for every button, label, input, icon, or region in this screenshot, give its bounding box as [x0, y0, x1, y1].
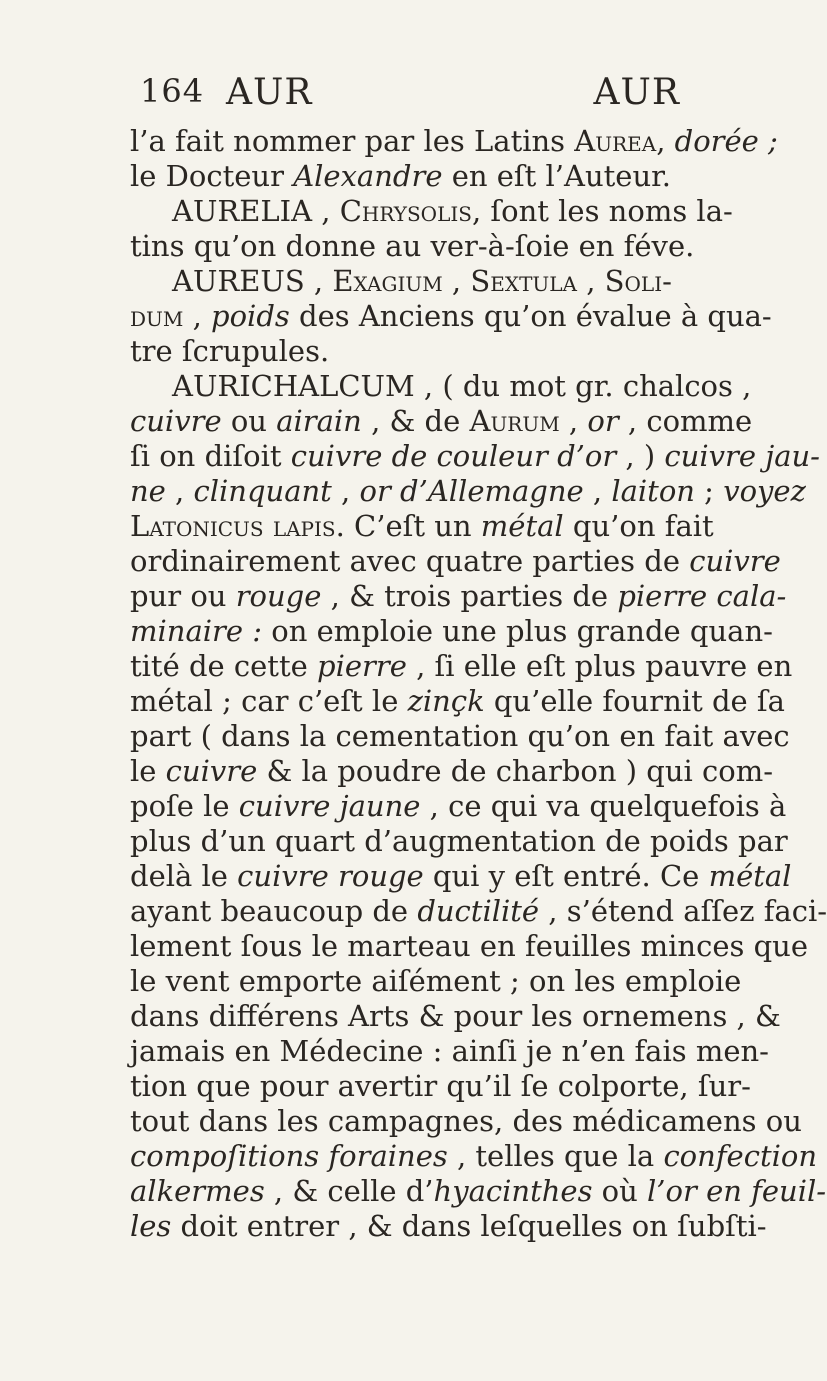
text-run: , ce qui va quelquefois à — [420, 789, 787, 823]
text-line — [130, 859, 792, 894]
text-run: on emploie une plus grande quan- — [262, 614, 773, 648]
text-line — [130, 509, 770, 544]
text-line — [130, 404, 770, 439]
text-line — [130, 124, 778, 159]
text-run: , — [165, 474, 194, 508]
text-run: delà le — [130, 859, 238, 893]
text-run: airain — [276, 404, 362, 438]
text-run: , ſi elle eſt plus pauvre en — [406, 649, 793, 683]
text-run: hyacinthes — [433, 1174, 593, 1208]
text-run: ordinairement avec quatre parties de — [130, 544, 690, 578]
text-line — [130, 1139, 818, 1174]
text-line — [130, 1069, 770, 1104]
text-line — [130, 719, 790, 754]
text-line — [130, 579, 787, 614]
text-run: AUREUS , — [172, 264, 333, 298]
text-run: , s’étend aſſez faci- — [539, 894, 827, 928]
text-run: le Docteur — [130, 159, 294, 193]
text-run: doit entrer , & dans leſquelles on ſubſti- — [171, 1209, 767, 1243]
text-run: l’a fait nommer par les Latins — [130, 124, 575, 158]
text-run: & la poudre de charbon ) qui com- — [257, 754, 774, 788]
text-line — [130, 334, 770, 369]
text-run: cuivre jaune — [238, 789, 421, 823]
text-run: poſe le — [130, 789, 239, 823]
text-run: , — [559, 404, 588, 438]
text-run: or — [587, 404, 619, 438]
text-run: , — [442, 264, 471, 298]
text-line — [130, 999, 781, 1034]
text-run: , — [656, 124, 675, 158]
text-line — [130, 299, 770, 334]
text-run: confection — [663, 1139, 818, 1173]
text-run: métal — [708, 859, 792, 893]
entry-aurelia — [130, 194, 770, 229]
text-run: où — [592, 1174, 648, 1208]
text-run: métal ; car c’eſt le — [130, 684, 408, 718]
text-run: pierre cala- — [617, 579, 787, 613]
text-run: jamais en Médecine : ainſi je n’en fais men- — [130, 1034, 769, 1068]
text-run: , & trois parties de — [321, 579, 618, 613]
text-run: dans différens Arts & pour les ornemens , & — [130, 999, 781, 1033]
text-line — [130, 789, 787, 824]
text-run: l’or en feuil- — [647, 1174, 827, 1208]
text-run: ou — [221, 404, 277, 438]
text-run: en eſt l’Auteur. — [442, 159, 672, 193]
text-line — [130, 159, 770, 194]
text-run: métal — [480, 509, 564, 543]
text-run: tité de cette — [130, 649, 317, 683]
text-run: , comme — [618, 404, 753, 438]
entry-aurichalcum — [130, 369, 770, 404]
text-run: , — [183, 299, 212, 333]
text-run: zinçk — [407, 684, 485, 718]
right-head: AUR — [593, 72, 680, 113]
text-run: laiton — [611, 474, 695, 508]
entry-aureus — [130, 264, 770, 299]
text-run: cuivre de couleur d’or — [290, 439, 617, 473]
text-run: , & de — [361, 404, 470, 438]
text-body — [130, 124, 827, 1244]
text-run: , & celle d’ — [264, 1174, 434, 1208]
text-run: Chrysolis — [339, 194, 472, 228]
text-run: , ſont les noms la- — [471, 194, 733, 228]
text-run: clinquant — [193, 474, 332, 508]
text-line — [130, 614, 773, 649]
text-run: Aurea — [574, 124, 657, 158]
text-run: pierre — [317, 649, 407, 683]
text-line — [130, 474, 806, 509]
running-header — [140, 72, 680, 122]
text-run: pur ou — [130, 579, 236, 613]
text-run: des Anciens qu’on évalue à qua- — [289, 299, 772, 333]
text-line — [130, 684, 785, 719]
text-run: Alexandre — [293, 159, 443, 193]
text-run: . C’eſt un — [335, 509, 481, 543]
text-line — [130, 1209, 770, 1244]
text-run: le — [130, 754, 166, 788]
text-run: voyez — [723, 474, 806, 508]
text-run: ductilité — [417, 894, 540, 928]
text-run: , — [583, 474, 612, 508]
text-line — [130, 439, 820, 474]
text-line — [130, 894, 827, 929]
text-run: qu’on fait — [563, 509, 714, 543]
text-line — [130, 754, 774, 789]
text-run: poids — [211, 299, 290, 333]
text-run: le vent emporte aiſément ; on les emploie — [130, 964, 742, 998]
text-line — [130, 1174, 827, 1209]
text-run: , — [331, 474, 360, 508]
text-run: or d’Allemagne — [359, 474, 584, 508]
text-line — [130, 929, 809, 964]
text-run: ayant beaucoup de — [130, 894, 418, 928]
text-run: plus d’un quart d’augmentation de poids par — [130, 824, 788, 858]
text-run: tre ſcrupules. — [130, 334, 330, 368]
text-run: tout dans les campagnes, des médicamens ou — [130, 1104, 802, 1138]
text-run: cuivre — [689, 544, 781, 578]
page-number: 164 — [140, 72, 205, 110]
text-run: qui y eſt entré. Ce — [423, 859, 709, 893]
text-run: rouge — [235, 579, 322, 613]
text-run: alkermes — [130, 1174, 265, 1208]
text-run: cuivre — [130, 404, 222, 438]
text-run: dum — [130, 299, 184, 333]
text-line — [130, 1034, 770, 1069]
text-run: Exagium — [332, 264, 443, 298]
text-run: AURICHALCUM , ( du mot gr. chalcos , — [172, 369, 752, 403]
text-run: les — [130, 1209, 172, 1243]
text-run: compoſitions foraines — [130, 1139, 448, 1173]
text-run: cuivre rouge — [237, 859, 424, 893]
text-run: cuivre — [165, 754, 258, 788]
text-run: ; — [694, 474, 724, 508]
text-run: dorée ; — [674, 124, 778, 158]
text-line — [130, 229, 770, 264]
text-run: qu’elle fournit de ſa — [484, 684, 785, 718]
text-run: ne — [130, 474, 166, 508]
text-run: part ( dans la cementation qu’on en fait avec — [130, 719, 790, 753]
text-run: AURELIA , — [172, 194, 340, 228]
text-run: tion que pour avertir qu’il ſe colporte, ſur- — [130, 1069, 751, 1103]
text-run: cuivre jau- — [664, 439, 820, 473]
text-run: ſi on diſoit — [130, 439, 291, 473]
text-run: , — [577, 264, 605, 298]
text-line — [130, 964, 770, 999]
text-run: , ) — [616, 439, 665, 473]
text-run: Sextula — [470, 264, 577, 298]
text-line — [130, 649, 793, 684]
text-line — [130, 824, 788, 859]
text-run: lement ſous le marteau en feuilles minces que — [130, 929, 809, 963]
left-head: AUR — [226, 72, 313, 113]
text-run: minaire : — [130, 614, 263, 648]
text-run: Soli- — [604, 264, 672, 298]
text-run: Aurum — [469, 404, 560, 438]
text-line — [130, 1104, 802, 1139]
text-line — [130, 544, 781, 579]
text-run: Latonicus lapis — [130, 509, 336, 543]
text-run: , telles que la — [447, 1139, 664, 1173]
text-run: tins qu’on donne au ver-à-ſoie en féve. — [130, 229, 695, 263]
